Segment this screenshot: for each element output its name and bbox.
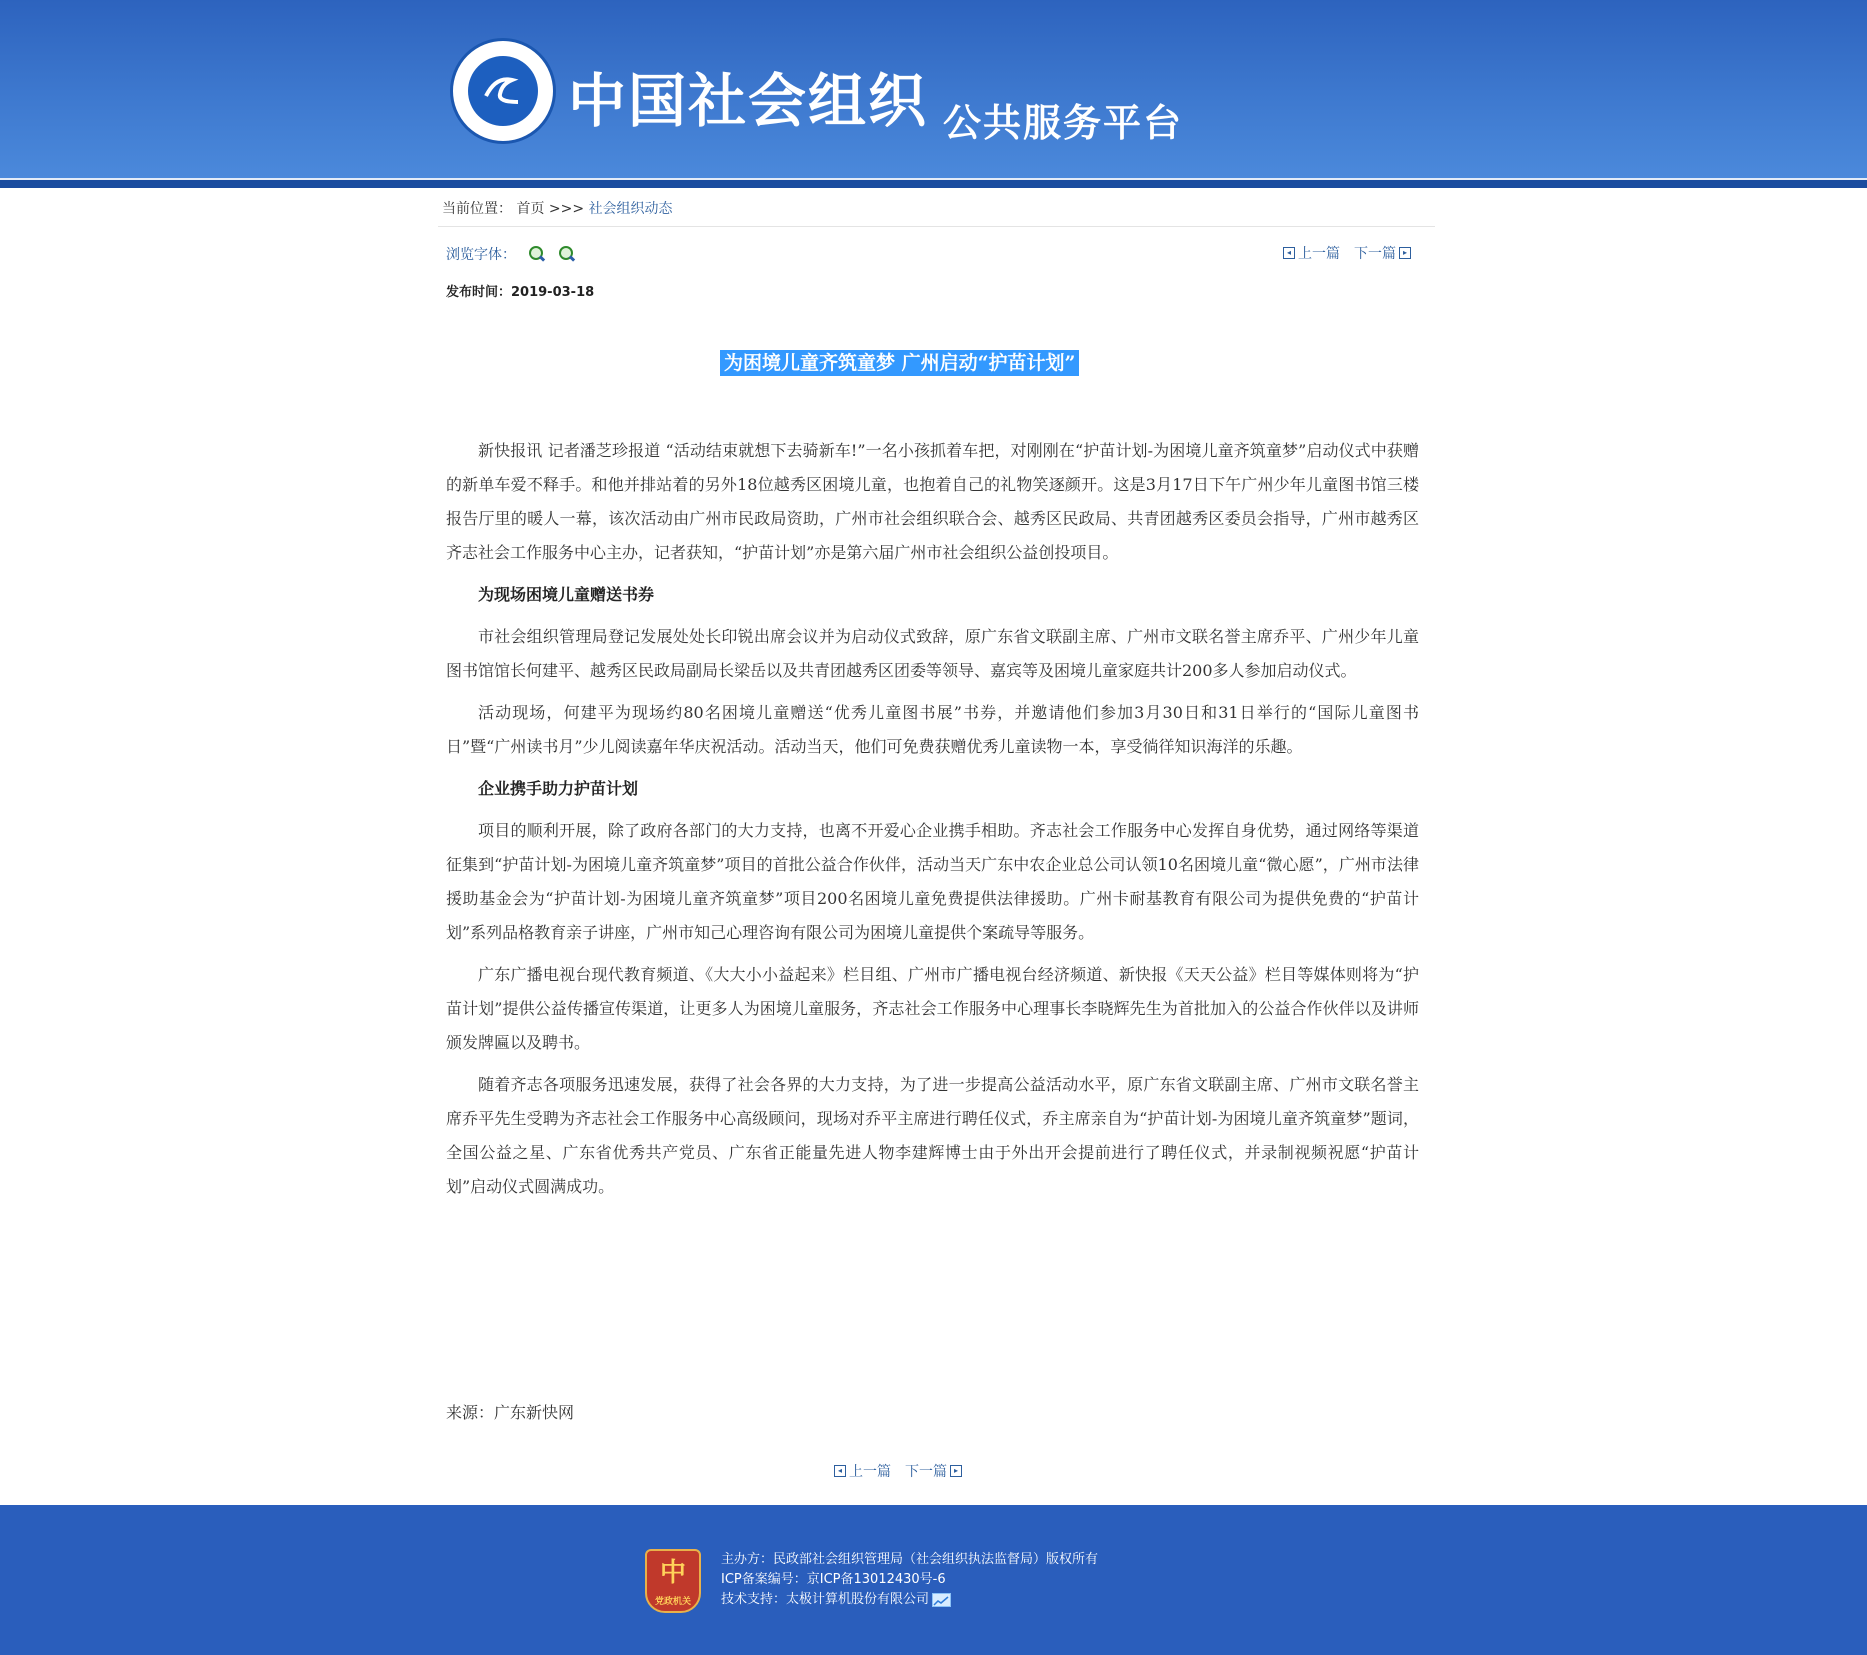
article-title: 为困境儿童齐筑童梦 广州启动“护苗计划” [720, 350, 1079, 376]
article-body [446, 434, 1419, 1212]
breadcrumb-label: 当前位置： [442, 201, 512, 217]
site-subtitle: 公共服务平台 [943, 101, 1184, 145]
font-size-tools [446, 244, 576, 264]
article-paragraph: 项目的顺利开展，除了政府各部门的大力支持，也离不开爱心企业携手相助。齐志社会工作服务中心发挥自身优势，通过网络等渠道征集到“护苗计划-为困境儿童齐筑童梦”项目的首批公益合作伙伴，活动当天广东中农企业总公司认领10名困境儿童“微心愿”，广州市法律援助基金会为“护苗计划-为困境儿童齐筑童梦”项目200名困境儿童免费提供法律援助。广州卡耐基教育有限公司为提供免费的“护苗计划”系列品格教育亲子讲座，广州市知己心理咨询有限公司为困境儿童提供个案疏导等服务。 [446, 821, 1419, 942]
article-paragraph: 市社会组织管理局登记发展处处长印锐出席会议并为启动仪式致辞，原广东省文联副主席、广州市文联名誉主席乔平、广州少年儿童图书馆馆长何建平、越秀区民政局副局长梁岳以及共青团越秀区团委等领导、嘉宾等及困境儿童家庭共计200多人参加启动仪式。 [446, 627, 1419, 680]
next-article-link-top[interactable] [1354, 243, 1411, 263]
article-subheading: 企业携手助力护苗计划 [478, 779, 639, 798]
zoom-in-icon[interactable] [528, 245, 546, 263]
pager-top [1283, 243, 1411, 263]
site-title[interactable]: 中国社会组织 [568, 67, 929, 135]
article-paragraph: 随着齐志各项服务迅速发展，获得了社会各界的大力支持，为了进一步提高公益活动水平，原广东省文联副主席、广州市文联名誉主席乔平先生受聘为齐志社会工作服务中心高级顾问，现场对乔平主席进行聘任仪式，乔主席亲自为“护苗计划-为困境儿童齐筑童梦”题词，全国公益之星、广东省优秀共产党员、广东省正能量先进人物李建辉博士由于外出开会提前进行了聘任仪式，并录制视频祝愿“护苗计划”启动仪式圆满成功。 [446, 1075, 1419, 1196]
chart-icon[interactable] [932, 1593, 951, 1607]
government-badge-icon[interactable] [645, 1549, 701, 1613]
site-logo-icon[interactable] [450, 38, 556, 144]
breadcrumb-separator: >>> [548, 201, 585, 217]
breadcrumb-home-link[interactable]: 首页 [516, 201, 545, 217]
pager-bottom [834, 1461, 962, 1481]
badge-char: 中 [659, 1558, 686, 1588]
footer-info [721, 1550, 1098, 1610]
prev-article-link-top[interactable] [1283, 243, 1340, 263]
next-article-label: 下一篇 [1354, 246, 1396, 262]
next-article-link-bottom[interactable] [905, 1461, 962, 1481]
arrow-right-icon: ▸ [950, 1465, 962, 1477]
footer-tech-support [721, 1590, 1098, 1610]
prev-article-label: 上一篇 [849, 1464, 891, 1480]
badge-text: 党政机关 [654, 1597, 691, 1607]
header-strip [0, 178, 1867, 188]
footer-tech-text: 技术支持：太极计算机股份有限公司 [721, 1592, 930, 1607]
font-size-label: 浏览字体： [446, 247, 516, 263]
article-paragraph: 新快报讯 记者潘芝珍报道 “活动结束就想下去骑新车!”一名小孩抓着车把，对刚刚在“护苗计划-为困境儿童齐筑童梦”启动仪式中获赠的新单车爱不释手。和他并排站着的另外18位越秀区困境儿童，也抱着自己的礼物笑逐颜开。这是3月17日下午广州少年儿童图书馆三楼报告厅里的暖人一幕，该次活动由广州市民政局资助，广州市社会组织联合会、越秀区民政局、共青团越秀区委员会指导，广州市越秀区齐志社会工作服务中心主办，记者获知，“护苗计划”亦是第六届广州市社会组织公益创投项目。 [446, 441, 1419, 562]
breadcrumb-divider [438, 226, 1435, 227]
article-paragraph: 广东广播电视台现代教育频道、《大大小小益起来》栏目组、广州市广播电视台经济频道、新快报《天天公益》栏目等媒体则将为“护苗计划”提供公益传播宣传渠道，让更多人为困境儿童服务，齐志社会工作服务中心理事长李晓辉先生为首批加入的公益合作伙伴以及讲师颁发牌匾以及聘书。 [446, 965, 1419, 1052]
footer-sponsor: 主办方：民政部社会组织管理局（社会组织执法监督局）版权所有 [721, 1552, 1099, 1567]
arrow-left-icon: ◂ [834, 1465, 846, 1477]
publish-time: 发布时间：2019-03-18 [446, 285, 595, 300]
prev-article-label: 上一篇 [1298, 246, 1340, 262]
prev-article-link-bottom[interactable] [834, 1461, 891, 1481]
arrow-right-icon: ▸ [1399, 247, 1411, 259]
site-header [0, 0, 1867, 178]
breadcrumb [442, 198, 673, 218]
footer-icp[interactable]: ICP备案编号：京ICP备13012430号-6 [721, 1572, 946, 1587]
arrow-left-icon: ◂ [1283, 247, 1295, 259]
next-article-label: 下一篇 [905, 1464, 947, 1480]
breadcrumb-current-link[interactable]: 社会组织动态 [588, 201, 673, 217]
article-paragraph: 活动现场，何建平为现场约80名困境儿童赠送“优秀儿童图书展”书券，并邀请他们参加3月30日和31日举行的“国际儿童图书日”暨“广州读书月”少儿阅读嘉年华庆祝活动。活动当天，他们可免费获赠优秀儿童读物一本，享受徜徉知识海洋的乐趣。 [446, 703, 1419, 756]
article-subheading: 为现场困境儿童赠送书券 [478, 585, 655, 604]
zoom-out-icon[interactable] [558, 245, 576, 263]
article-source: 来源：广东新快网 [446, 1403, 575, 1422]
logo-wave-icon [468, 56, 538, 126]
